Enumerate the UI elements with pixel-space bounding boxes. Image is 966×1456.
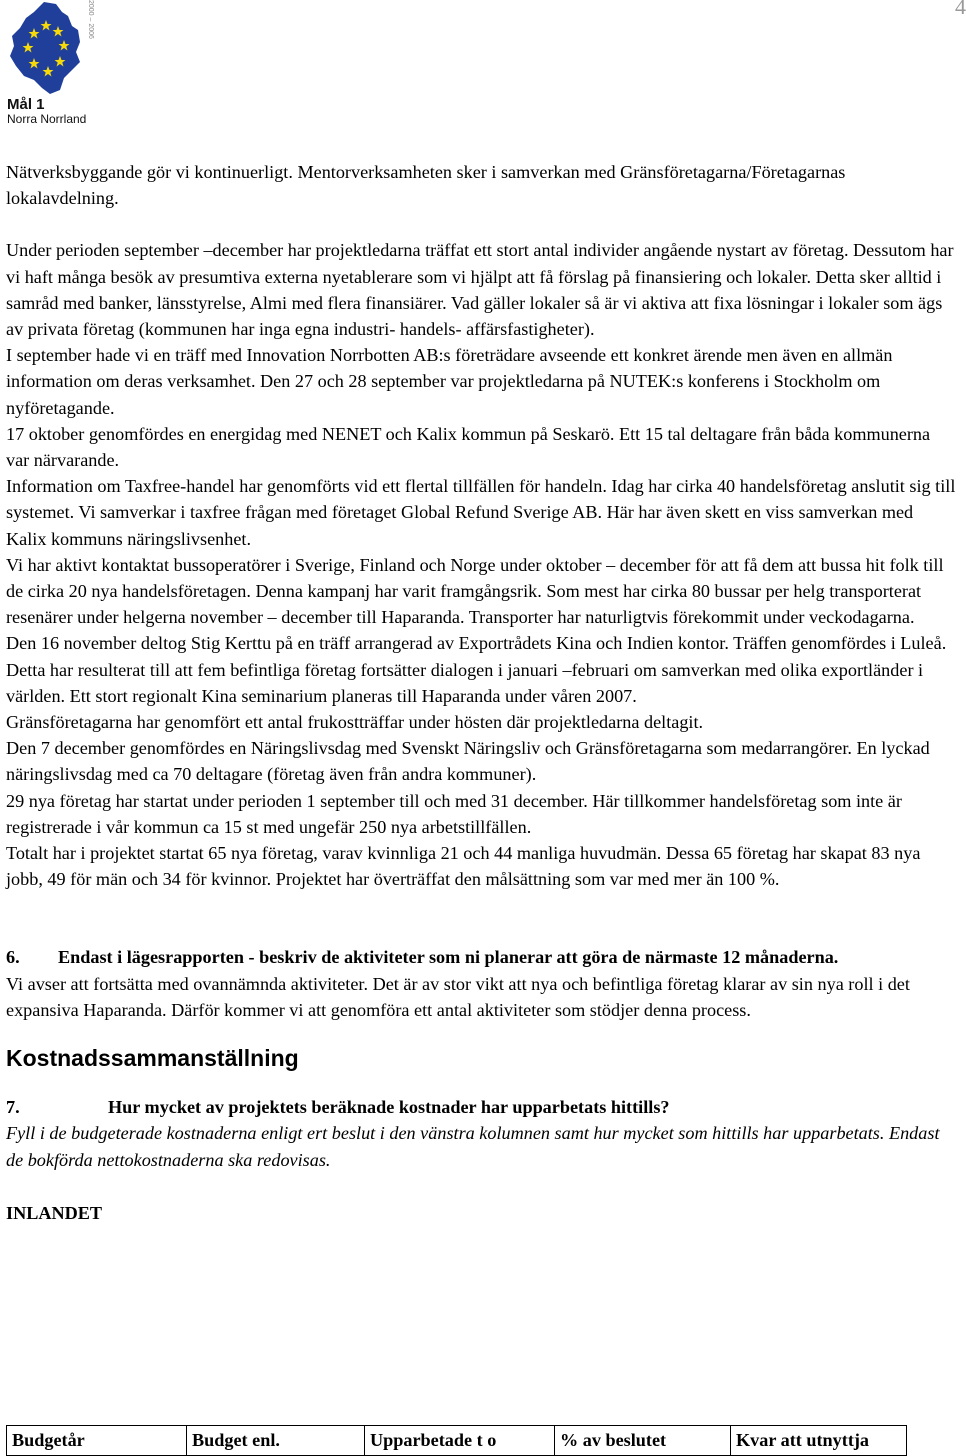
paragraph: Nätverksbyggande gör vi kontinuerligt. Mentorverksamheten sker i samverkan med Gränsföretagarna/Företagarnas lokalavdelning. — [6, 162, 846, 209]
logo-title: Mål 1 — [7, 96, 45, 113]
table-header-cell: Upparbetade t o — [365, 1426, 555, 1456]
paragraph: Den 16 november deltog Stig Kerttu på en träff arrangerad av Exportrådets Kina och Indien kontor. Träffen genomfördes i Luleå. Detta har resulterat till att fem befintliga företag fortsätter dialogen i januari –februari om samverkan med olika exportländer i världen. Ett stort regionalt Kina seminarium planeras till Haparanda under våren 2007. — [6, 633, 947, 706]
paragraph: Vi har aktivt kontaktat bussoperatörer i Sverige, Finland och Norge under oktober – december för att få dem att bussa hit folk till de cirka 20 nya handelsföretagen. Denna kampanj har varit framgångsrik. Som mest har cirka 80 bussar per helg transporterat resenärer under helgerna november – december till Haparanda. Transporter har naturligtvis förekommit under veckodagarna. — [6, 554, 944, 628]
paragraph: I september hade vi en träff med Innovation Norrbotten AB:s företrädare avseende ett konkret ärende men även en allmän information om deras verksamhet. Den 27 och 28 september var projektledarna på NUTEK:s konferens i Stockholm om nyföretagande. — [6, 345, 893, 418]
page-number: 4 — [955, 0, 966, 19]
table-header-cell: % av beslutet — [555, 1426, 731, 1456]
table-label: INLANDET — [6, 1202, 103, 1223]
paragraph: Totalt har i projektet startat 65 nya företag, varav kvinnliga 21 och 44 manliga huvudmän. Dessa 65 företag har skapat 83 nya jobb, 49 för män och 34 för kvinnor. Projektet har överträffat den målsättning som var med mer än 100 %. — [6, 843, 921, 890]
logo-subtitle: Norra Norrland — [7, 112, 87, 126]
budget-table — [6, 1425, 907, 1456]
paragraph: 29 nya företag har startat under perioden 1 september till och med 31 december. Här tillkommer handelsföretag som inte är registrerade i vår kommun ca 15 st med ungefär 250 nya arbetstillfällen. — [6, 790, 902, 837]
section-6-body: Vi avser att fortsätta med ovannämnda aktiviteter. Det är av stor vikt att nya och befintliga företag klarar av sin nya roll i det expansiva Haparanda. Därför kommer vi att genomföra ett antal aktiviteter som stödjer denna process. — [6, 973, 910, 1020]
section-7-number: 7. — [6, 1097, 20, 1118]
document-body — [6, 159, 956, 1226]
section-6-number: 6. — [6, 947, 20, 968]
mal1-logo — [6, 0, 106, 130]
paragraph: Gränsföretagarna har genomfört ett antal frukostträffar under hösten där projektledarna deltagit. — [6, 712, 704, 733]
paragraph: Den 7 december genomfördes en Näringslivsdag med Svenskt Näringsliv och Gränsföretagarna som medarrangörer. En lyckad näringslivsdag med ca 70 deltagare (företag även från andra kommuner). — [6, 738, 930, 785]
paragraph: Information om Taxfree-handel har genomförts vid ett flertal tillfällen för handeln. Idag har cirka 40 handelsföretag anslutit sig till systemet. Vi samverkar i taxfree frågan med företaget Global Refund Sverige AB. Här har även skett en viss samverkan med Kalix kommuns näringslivsenhet. — [6, 476, 956, 549]
norrland-map-icon — [6, 0, 86, 96]
table-header-cell: Budget enl. — [187, 1426, 365, 1456]
section-6-heading — [6, 944, 956, 970]
table-header-row — [7, 1426, 907, 1456]
table-header-cell: Budgetår — [7, 1426, 187, 1456]
logo-years: 2000 – 2006 — [87, 0, 94, 39]
paragraph: 17 oktober genomfördes en energidag med NENET och Kalix kommun på Seskarö. Ett 15 tal deltagare från båda kommunerna var närvarande. — [6, 423, 931, 471]
section-7-heading — [6, 1094, 956, 1120]
paragraph: Under perioden september –december har projektledarna träffat ett stort antal individer angående nystart av företag. Dessutom har vi haft många besök av presumtiva externa nyetablerare som vi hjälpt att få förslag på finansiering och lokaler. Detta sker alltid i samråd med banker, länsstyrelse, Almi med flera finansiärer. Vad gäller lokaler så är vi aktiva att fixa lösningar i lokaler som ägs av privata företag (kommunen har inga egna industri- handels- affärsfastigheter). — [6, 240, 954, 340]
table-header-cell: Kvar att utnyttja — [731, 1426, 907, 1456]
section-7-instruction: Fyll i de budgeterade kostnaderna enligt ert beslut i den vänstra kolumnen samt hur mycket som hittills har upparbetats. Endast de bokförda nettokostnaderna ska redovisas. — [6, 1123, 940, 1170]
section-7-title: Hur mycket av projektets beräknade kostnader har upparbetats hittills? — [108, 1097, 670, 1118]
section-6-title: Endast i lägesrapporten - beskriv de aktiviteter som ni planerar att göra de närmaste 12 månaderna. — [58, 947, 839, 968]
cost-summary-heading: Kostnadssammanställning — [6, 1045, 299, 1072]
